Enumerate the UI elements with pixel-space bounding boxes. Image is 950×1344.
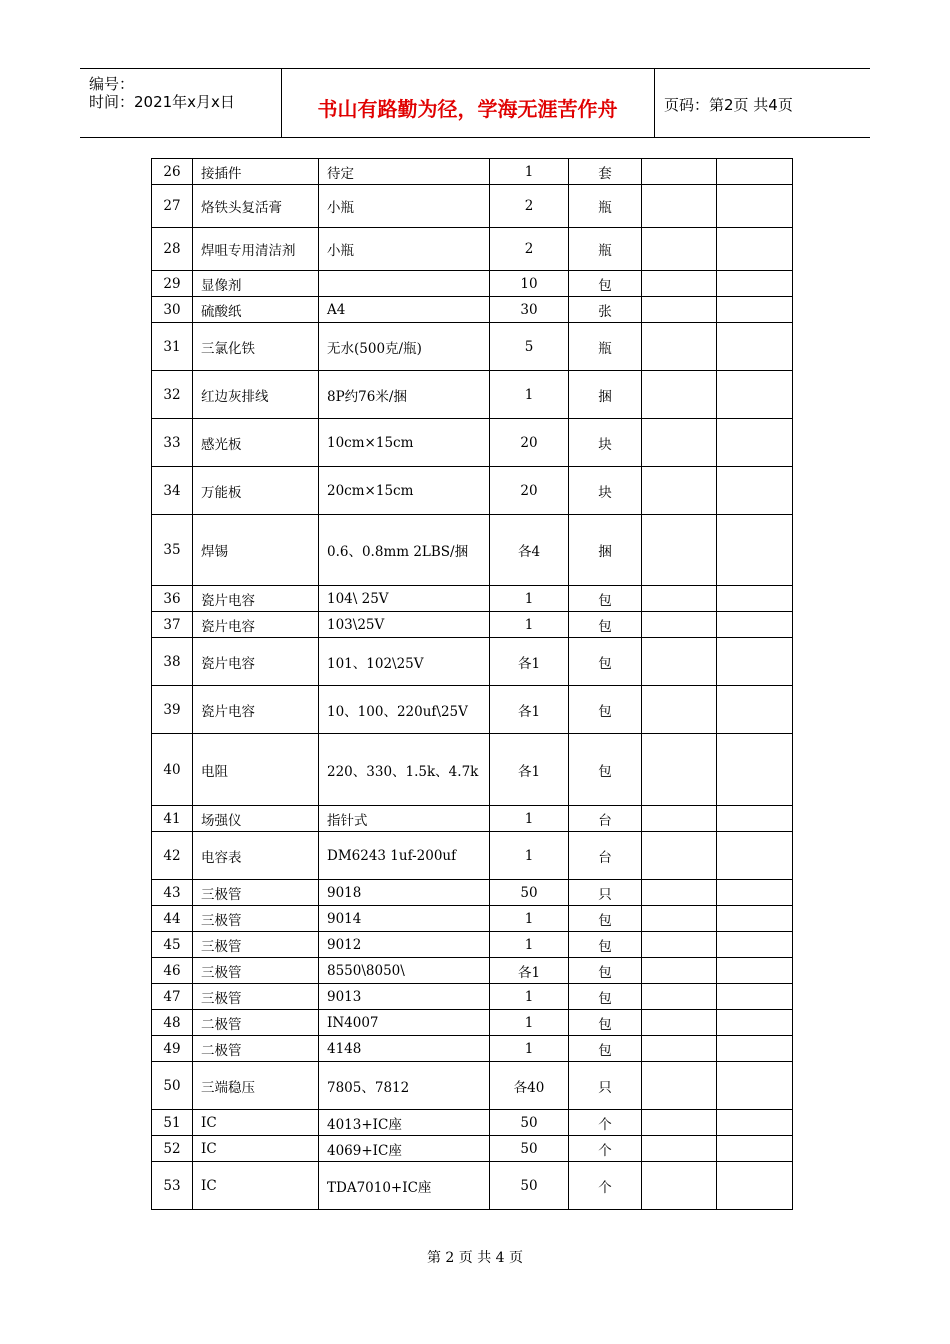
empty-cell xyxy=(642,586,717,612)
empty-cell xyxy=(642,958,717,984)
row-number-cell: 38 xyxy=(152,638,193,686)
item-quantity-cell: 50 xyxy=(490,1110,569,1136)
item-unit-cell: 包 xyxy=(569,906,642,932)
empty-cell xyxy=(642,638,717,686)
item-quantity-cell: 1 xyxy=(490,612,569,638)
table-row xyxy=(152,323,793,371)
item-quantity-cell: 10 xyxy=(490,271,569,297)
empty-cell xyxy=(717,880,793,906)
item-name-cell: 电阻 xyxy=(193,734,319,806)
item-name-cell: 二极管 xyxy=(193,1010,319,1036)
item-name-cell: 焊锡 xyxy=(193,515,319,586)
item-quantity-cell: 1 xyxy=(490,906,569,932)
empty-cell xyxy=(717,1136,793,1162)
item-quantity-cell: 1 xyxy=(490,984,569,1010)
item-name-cell: 三氯化铁 xyxy=(193,323,319,371)
table-row xyxy=(152,880,793,906)
empty-cell xyxy=(717,1162,793,1210)
empty-cell xyxy=(642,1010,717,1036)
table-row xyxy=(152,958,793,984)
item-unit-cell: 捆 xyxy=(569,371,642,419)
empty-cell xyxy=(717,1010,793,1036)
item-name-cell: 瓷片电容 xyxy=(193,612,319,638)
empty-cell xyxy=(642,185,717,228)
row-number-cell: 53 xyxy=(152,1162,193,1210)
empty-cell xyxy=(717,612,793,638)
empty-cell xyxy=(717,228,793,271)
item-quantity-cell: 1 xyxy=(490,932,569,958)
row-number-cell: 37 xyxy=(152,612,193,638)
document-number-label: 编号： xyxy=(89,75,135,93)
row-number-cell: 27 xyxy=(152,185,193,228)
item-spec-cell: 4148 xyxy=(319,1036,490,1062)
table-row xyxy=(152,984,793,1010)
item-quantity-cell: 30 xyxy=(490,297,569,323)
table-row xyxy=(152,515,793,586)
table-row xyxy=(152,1136,793,1162)
row-number-cell: 40 xyxy=(152,734,193,806)
footer-page-text: 第 2 页 共 4 页 xyxy=(426,1250,524,1266)
table-row xyxy=(152,467,793,515)
item-spec-cell: 待定 xyxy=(319,159,490,185)
table-row xyxy=(152,1062,793,1110)
table-row xyxy=(152,932,793,958)
item-unit-cell: 块 xyxy=(569,419,642,467)
item-quantity-cell: 1 xyxy=(490,1036,569,1062)
table-row xyxy=(152,734,793,806)
page-header xyxy=(80,68,870,138)
item-spec-cell: A4 xyxy=(319,297,490,323)
empty-cell xyxy=(642,984,717,1010)
empty-cell xyxy=(642,1136,717,1162)
table-row xyxy=(152,371,793,419)
item-spec-cell: 9013 xyxy=(319,984,490,1010)
header-motto-cell xyxy=(281,69,655,137)
empty-cell xyxy=(642,159,717,185)
items-table xyxy=(151,158,793,1210)
item-name-cell: 焊咀专用清洁剂 xyxy=(193,228,319,271)
item-name-cell: 场强仪 xyxy=(193,806,319,832)
item-spec-cell: 8550\8050\ xyxy=(319,958,490,984)
empty-cell xyxy=(717,271,793,297)
table-row xyxy=(152,185,793,228)
item-quantity-cell: 各1 xyxy=(490,958,569,984)
item-spec-cell: 104\ 25V xyxy=(319,586,490,612)
item-unit-cell: 个 xyxy=(569,1136,642,1162)
table-row xyxy=(152,1110,793,1136)
table-row xyxy=(152,419,793,467)
item-spec-cell: 101、102\25V xyxy=(319,638,490,686)
item-name-cell: 万能板 xyxy=(193,467,319,515)
row-number-cell: 32 xyxy=(152,371,193,419)
item-name-cell: 二极管 xyxy=(193,1036,319,1062)
item-unit-cell: 套 xyxy=(569,159,642,185)
item-spec-cell: 4069+IC座 xyxy=(319,1136,490,1162)
empty-cell xyxy=(642,1110,717,1136)
item-name-cell: 三极管 xyxy=(193,984,319,1010)
empty-cell xyxy=(717,686,793,734)
header-page-cell xyxy=(655,69,870,137)
empty-cell xyxy=(717,1062,793,1110)
empty-cell xyxy=(717,638,793,686)
item-quantity-cell: 50 xyxy=(490,1136,569,1162)
table-row xyxy=(152,159,793,185)
item-unit-cell: 捆 xyxy=(569,515,642,586)
item-quantity-cell: 50 xyxy=(490,1162,569,1210)
table-row xyxy=(152,1036,793,1062)
empty-cell xyxy=(717,806,793,832)
item-spec-cell: 20cm×15cm xyxy=(319,467,490,515)
empty-cell xyxy=(642,228,717,271)
item-unit-cell: 包 xyxy=(569,612,642,638)
item-quantity-cell: 各1 xyxy=(490,638,569,686)
header-meta-cell xyxy=(80,69,282,137)
empty-cell xyxy=(642,906,717,932)
empty-cell xyxy=(717,1110,793,1136)
empty-cell xyxy=(717,984,793,1010)
item-quantity-cell: 1 xyxy=(490,806,569,832)
table-row xyxy=(152,228,793,271)
item-spec-cell: 103\25V xyxy=(319,612,490,638)
row-number-cell: 39 xyxy=(152,686,193,734)
table-row xyxy=(152,612,793,638)
table-row xyxy=(152,1162,793,1210)
item-quantity-cell: 各1 xyxy=(490,686,569,734)
item-spec-cell: 9014 xyxy=(319,906,490,932)
item-unit-cell: 包 xyxy=(569,1010,642,1036)
item-unit-cell: 张 xyxy=(569,297,642,323)
item-name-cell: 三极管 xyxy=(193,906,319,932)
empty-cell xyxy=(642,297,717,323)
empty-cell xyxy=(717,159,793,185)
item-name-cell: 感光板 xyxy=(193,419,319,467)
page-footer xyxy=(0,1247,950,1267)
empty-cell xyxy=(642,832,717,880)
item-name-cell: 红边灰排线 xyxy=(193,371,319,419)
row-number-cell: 26 xyxy=(152,159,193,185)
item-spec-cell: 小瓶 xyxy=(319,228,490,271)
table-row xyxy=(152,638,793,686)
item-name-cell: 接插件 xyxy=(193,159,319,185)
empty-cell xyxy=(642,419,717,467)
table-row xyxy=(152,906,793,932)
item-spec-cell: DM6243 1uf-200uf xyxy=(319,832,490,880)
item-unit-cell: 个 xyxy=(569,1162,642,1210)
item-name-cell: 三极管 xyxy=(193,958,319,984)
empty-cell xyxy=(717,958,793,984)
item-unit-cell: 包 xyxy=(569,932,642,958)
empty-cell xyxy=(717,185,793,228)
item-quantity-cell: 各4 xyxy=(490,515,569,586)
item-spec-cell xyxy=(319,271,490,297)
empty-cell xyxy=(717,297,793,323)
empty-cell xyxy=(642,323,717,371)
item-spec-cell: IN4007 xyxy=(319,1010,490,1036)
items-table-body xyxy=(152,159,793,1210)
table-row xyxy=(152,1010,793,1036)
empty-cell xyxy=(642,371,717,419)
row-number-cell: 47 xyxy=(152,984,193,1010)
item-quantity-cell: 5 xyxy=(490,323,569,371)
table-row xyxy=(152,832,793,880)
item-quantity-cell: 1 xyxy=(490,159,569,185)
empty-cell xyxy=(717,323,793,371)
row-number-cell: 31 xyxy=(152,323,193,371)
item-unit-cell: 包 xyxy=(569,271,642,297)
row-number-cell: 51 xyxy=(152,1110,193,1136)
empty-cell xyxy=(717,371,793,419)
item-unit-cell: 台 xyxy=(569,806,642,832)
empty-cell xyxy=(642,1062,717,1110)
item-spec-cell: 7805、7812 xyxy=(319,1062,490,1110)
empty-cell xyxy=(642,1036,717,1062)
item-spec-cell: 指针式 xyxy=(319,806,490,832)
item-unit-cell: 包 xyxy=(569,638,642,686)
empty-cell xyxy=(717,1036,793,1062)
row-number-cell: 36 xyxy=(152,586,193,612)
item-name-cell: 三极管 xyxy=(193,880,319,906)
table-row xyxy=(152,271,793,297)
item-quantity-cell: 1 xyxy=(490,586,569,612)
item-name-cell: IC xyxy=(193,1162,319,1210)
item-unit-cell: 个 xyxy=(569,1110,642,1136)
empty-cell xyxy=(642,271,717,297)
item-name-cell: 三极管 xyxy=(193,932,319,958)
empty-cell xyxy=(717,515,793,586)
empty-cell xyxy=(717,467,793,515)
row-number-cell: 35 xyxy=(152,515,193,586)
item-unit-cell: 包 xyxy=(569,1036,642,1062)
item-unit-cell: 块 xyxy=(569,467,642,515)
table-row xyxy=(152,686,793,734)
empty-cell xyxy=(642,686,717,734)
item-spec-cell: 4013+IC座 xyxy=(319,1110,490,1136)
empty-cell xyxy=(717,734,793,806)
header-motto: 书山有路勤为径，学海无涯苦作舟 xyxy=(317,97,618,121)
empty-cell xyxy=(717,832,793,880)
item-unit-cell: 包 xyxy=(569,686,642,734)
row-number-cell: 28 xyxy=(152,228,193,271)
item-name-cell: 硫酸纸 xyxy=(193,297,319,323)
empty-cell xyxy=(642,880,717,906)
item-unit-cell: 包 xyxy=(569,984,642,1010)
item-quantity-cell: 1 xyxy=(490,1010,569,1036)
row-number-cell: 52 xyxy=(152,1136,193,1162)
item-name-cell: 烙铁头复活膏 xyxy=(193,185,319,228)
item-quantity-cell: 各40 xyxy=(490,1062,569,1110)
row-number-cell: 41 xyxy=(152,806,193,832)
empty-cell xyxy=(642,467,717,515)
row-number-cell: 48 xyxy=(152,1010,193,1036)
item-quantity-cell: 2 xyxy=(490,185,569,228)
empty-cell xyxy=(717,906,793,932)
row-number-cell: 50 xyxy=(152,1062,193,1110)
empty-cell xyxy=(642,806,717,832)
item-spec-cell: TDA7010+IC座 xyxy=(319,1162,490,1210)
item-spec-cell: 小瓶 xyxy=(319,185,490,228)
item-unit-cell: 台 xyxy=(569,832,642,880)
item-spec-cell: 10cm×15cm xyxy=(319,419,490,467)
row-number-cell: 30 xyxy=(152,297,193,323)
item-name-cell: 瓷片电容 xyxy=(193,686,319,734)
item-name-cell: 瓷片电容 xyxy=(193,638,319,686)
table-row xyxy=(152,806,793,832)
item-unit-cell: 包 xyxy=(569,958,642,984)
item-quantity-cell: 1 xyxy=(490,832,569,880)
item-unit-cell: 只 xyxy=(569,880,642,906)
item-quantity-cell: 20 xyxy=(490,467,569,515)
item-spec-cell: 0.6、0.8mm 2LBS/捆 xyxy=(319,515,490,586)
item-spec-cell: 9012 xyxy=(319,932,490,958)
item-unit-cell: 瓶 xyxy=(569,185,642,228)
row-number-cell: 46 xyxy=(152,958,193,984)
item-quantity-cell: 2 xyxy=(490,228,569,271)
item-unit-cell: 包 xyxy=(569,734,642,806)
item-unit-cell: 瓶 xyxy=(569,228,642,271)
table-row xyxy=(152,297,793,323)
empty-cell xyxy=(642,1162,717,1210)
item-quantity-cell: 1 xyxy=(490,371,569,419)
item-name-cell: 瓷片电容 xyxy=(193,586,319,612)
empty-cell xyxy=(642,515,717,586)
empty-cell xyxy=(642,612,717,638)
empty-cell xyxy=(717,419,793,467)
item-unit-cell: 只 xyxy=(569,1062,642,1110)
item-name-cell: IC xyxy=(193,1136,319,1162)
item-spec-cell: 10、100、220uf\25V xyxy=(319,686,490,734)
empty-cell xyxy=(642,932,717,958)
row-number-cell: 29 xyxy=(152,271,193,297)
row-number-cell: 34 xyxy=(152,467,193,515)
item-name-cell: 显像剂 xyxy=(193,271,319,297)
row-number-cell: 42 xyxy=(152,832,193,880)
item-quantity-cell: 50 xyxy=(490,880,569,906)
row-number-cell: 33 xyxy=(152,419,193,467)
item-spec-cell: 无水(500克/瓶) xyxy=(319,323,490,371)
item-name-cell: IC xyxy=(193,1110,319,1136)
item-spec-cell: 8P约76米/捆 xyxy=(319,371,490,419)
row-number-cell: 43 xyxy=(152,880,193,906)
item-unit-cell: 瓶 xyxy=(569,323,642,371)
table-row xyxy=(152,586,793,612)
empty-cell xyxy=(717,586,793,612)
row-number-cell: 44 xyxy=(152,906,193,932)
item-spec-cell: 9018 xyxy=(319,880,490,906)
empty-cell xyxy=(642,734,717,806)
item-quantity-cell: 各1 xyxy=(490,734,569,806)
item-spec-cell: 220、330、1.5k、4.7k xyxy=(319,734,490,806)
item-quantity-cell: 20 xyxy=(490,419,569,467)
document-time-label: 时间：2021年x月x日 xyxy=(89,93,235,111)
item-name-cell: 三端稳压 xyxy=(193,1062,319,1110)
row-number-cell: 45 xyxy=(152,932,193,958)
row-number-cell: 49 xyxy=(152,1036,193,1062)
empty-cell xyxy=(717,932,793,958)
header-page-number: 页码：第2页 共4页 xyxy=(664,96,793,114)
item-unit-cell: 包 xyxy=(569,586,642,612)
item-name-cell: 电容表 xyxy=(193,832,319,880)
